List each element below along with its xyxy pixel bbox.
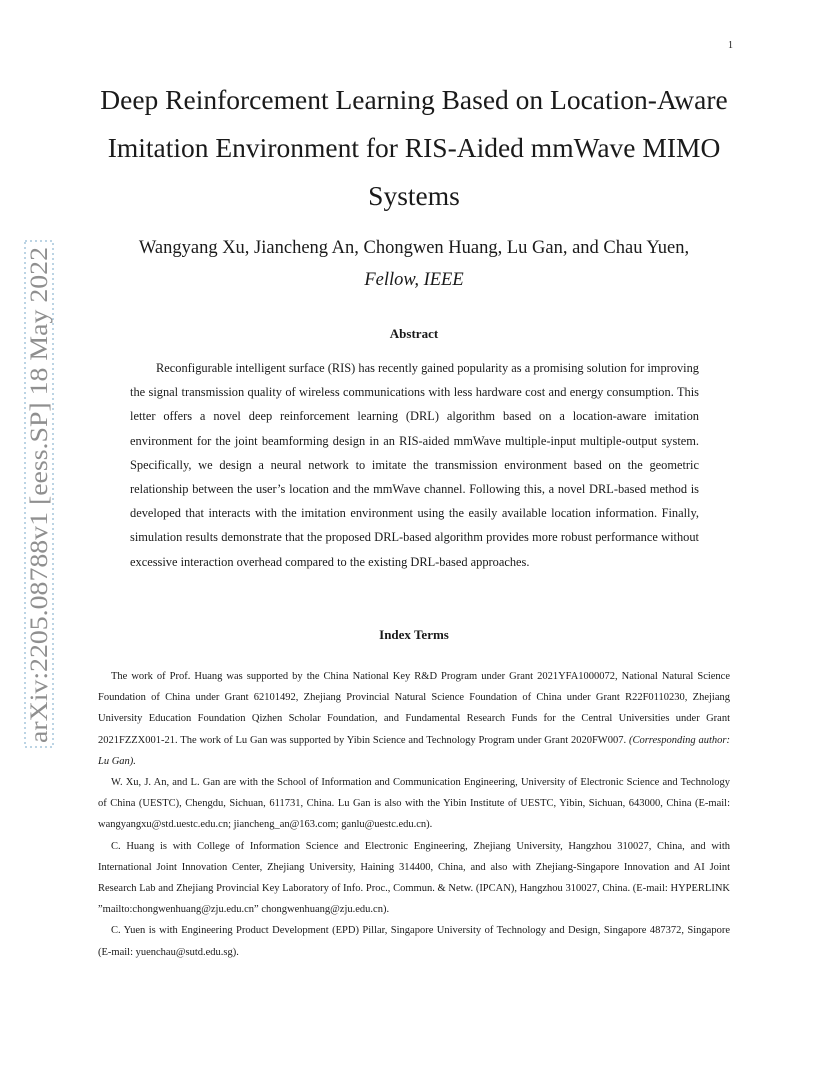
author-names: Wangyang Xu, Jiancheng An, Chongwen Huang, Lu Gan, and Chau Yuen, (138, 238, 690, 258)
author-fellow: Fellow, IEEE (364, 270, 464, 290)
footnotes (98, 666, 730, 963)
footnote-affiliation-uestc (98, 772, 730, 836)
arxiv-stamp (24, 240, 54, 748)
paper-title: Deep Reinforcement Learning Based on Location-Aware Imitation Environment for RIS-Aided mmWave MIMO Systems (100, 84, 728, 211)
author-list (80, 232, 748, 296)
abstract-text: Reconfigurable intelligent surface (RIS) has recently gained popularity as a promising solution for improving the signal transmission quality of wireless communications with less hardware cost and energy consumption. This letter offers a novel deep reinforcement learning (DRL) algorithm based on a location-aware imitation environment for the joint beamforming design in an RIS-aided mmWave multiple-input multiple-output system. Specifically, we design a neural network to imitate the transmission environment based on the geometric relationship between the user’s location and the mmWave channel. Following this, a novel DRL-based method is developed that interacts with the imitation environment using the easily available location information. Finally, simulation results demonstrate that the proposed DRL-based algorithm provides more robust performance without excessive interaction overhead compared to the existing DRL-based approaches. (130, 361, 699, 569)
footnote-affiliation-uestc-text: W. Xu, J. An, and L. Gan are with the School of Information and Communication Engineering, University of Electronic Science and Technology of China (UESTC), Chengdu, Sichuan, 611731, China. Lu Gan is also with the Yibin Institute of UESTC, Yibin, Sichuan, 643000, China (E-mail: wangyangxu@std.uestc.edu.cn; jiancheng_an@163.com; ganlu@uestc.edu.cn). (98, 777, 730, 831)
footnote-funding (98, 666, 730, 772)
page-number: 1 (728, 40, 733, 51)
footnote-affiliation-sutd-text: C. Yuen is with Engineering Product Development (EPD) Pillar, Singapore University of Technology and Design, Singapore 487372, Singapore (E-mail: yuenchau@sutd.edu.sg). (98, 925, 730, 958)
footnote-affiliation-zju-text: C. Huang is with College of Information Science and Electronic Engineering, Zhejiang University, Hangzhou 310027, China, and with International Joint Innovation Center, Zhejiang University, Haining 314400, China, and also with Zhejiang-Singapore Innovation and AI Joint Research Lab and Zhejiang Provincial Key Laboratory of Info. Proc., Commun. & Netw. (IPCAN), Hangzhou 310027, China. (E-mail: HYPERLINK ”mailto:chongwenhuang@zju.edu.cn” chongwenhuang@zju.edu.cn). (98, 840, 730, 916)
footnote-corresponding-author: (Corresponding author: Lu Gan). (98, 734, 730, 767)
footnote-funding-text: The work of Prof. Huang was supported by the China National Key R&D Program under Grant 2021YFA1000072, National Natural Science Foundation of China under Grant 62101492, Zhejiang Provincial Natural Science Foundation of China under Grant R22F0110230, Zhejiang University Education Foundation Qizhen Scholar Foundation, and Fundamental Research Funds for the Central Universities under Grant 2021FZZX001-21. The work of Lu Gan was supported by Yibin Science and Technology Program under Grant 2020FW007. (98, 671, 730, 746)
footnote-affiliation-sutd (98, 920, 730, 962)
abstract-heading: Abstract (389, 326, 439, 341)
arxiv-stamp-text: arXiv:2205.08788v1 [eess.SP] 18 May 2022 (26, 297, 53, 743)
footnote-affiliation-zju (98, 836, 730, 921)
index-terms-heading: Index Terms (379, 627, 449, 642)
